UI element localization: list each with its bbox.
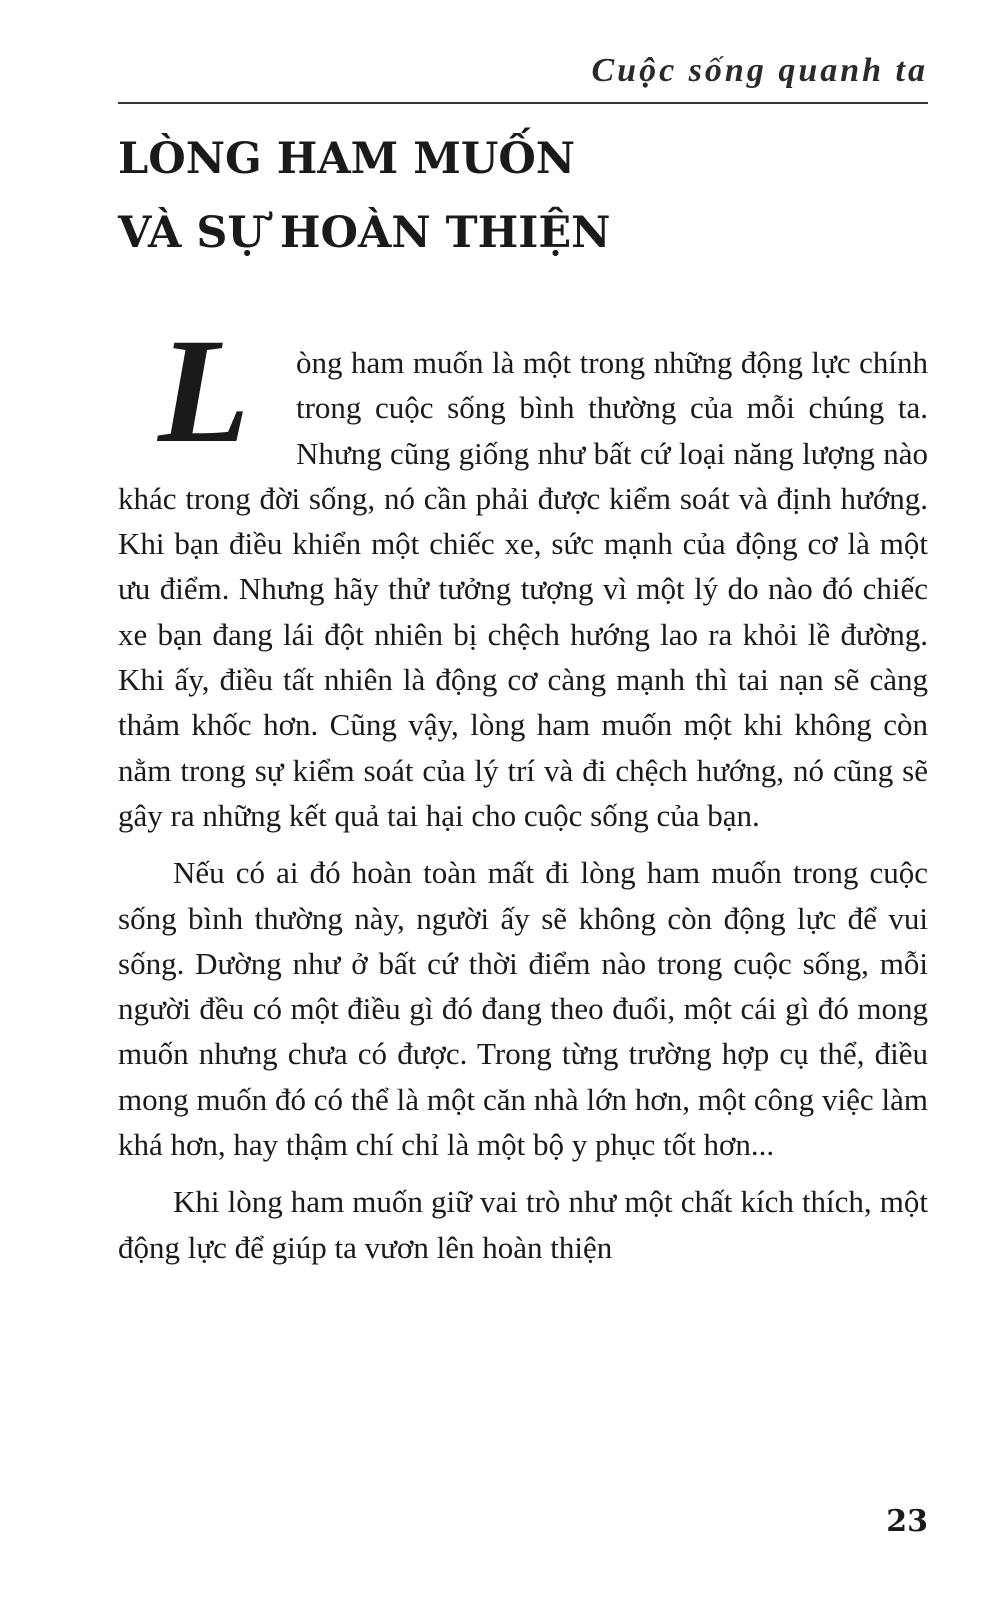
drop-cap: L <box>158 308 250 474</box>
header-rule <box>118 102 928 104</box>
chapter-title-line-1: LÒNG HAM MUỐN <box>118 134 576 184</box>
running-header: Cuộc sống quanh ta <box>591 52 928 89</box>
body-text <box>118 308 928 1282</box>
paragraph-1-text: òng ham muốn là một trong những động lực chính trong cuộc sống bình thường của mỗi chúng ta. Nhưng cũng giống như bất cứ loại năng lượng nào khác trong đời sống, nó cần phải được kiểm soát và định hướng. Khi bạn điều khiển một chiếc xe, sức mạnh của động cơ là một ưu điểm. Nhưng hãy thử tưởng tượng vì một lý do nào đó chiếc xe bạn đang lái đột nhiên bị chệch hướng lao ra khỏi lề đường. Khi ấy, điều tất nhiên là động cơ càng mạnh thì tai nạn sẽ càng thảm khốc hơn. Cũng vậy, lòng ham muốn một khi không còn nằm trong sự kiểm soát của lý trí và đi chệch hướng, nó cũng sẽ gây ra những kết quả tai hại cho cuộc sống của bạn. <box>118 345 928 833</box>
page-number: 23 <box>886 1504 928 1539</box>
paragraph-3: Khi lòng ham muốn giữ vai trò như một chất kích thích, một động lực để giúp ta vươn lên hoàn thiện <box>118 1184 928 1265</box>
chapter-title <box>118 122 928 270</box>
paragraph-1 <box>118 308 928 838</box>
chapter-title-line-2: VÀ SỰ HOÀN THIỆN <box>118 208 611 258</box>
paragraph-2: Nếu có ai đó hoàn toàn mất đi lòng ham muốn trong cuộc sống bình thường này, người ấy sẽ không còn động lực để vui sống. Dường như ở bất cứ thời điểm nào trong cuộc sống, mỗi người đều có một điều gì đó đang theo đuổi, một cái gì đó mong muốn nhưng chưa có được. Trong từng trường hợp cụ thể, điều mong muốn đó có thể là một căn nhà lớn hơn, một công việc làm khá hơn, hay thậm chí chỉ là một bộ y phục tốt hơn... <box>118 855 928 1163</box>
